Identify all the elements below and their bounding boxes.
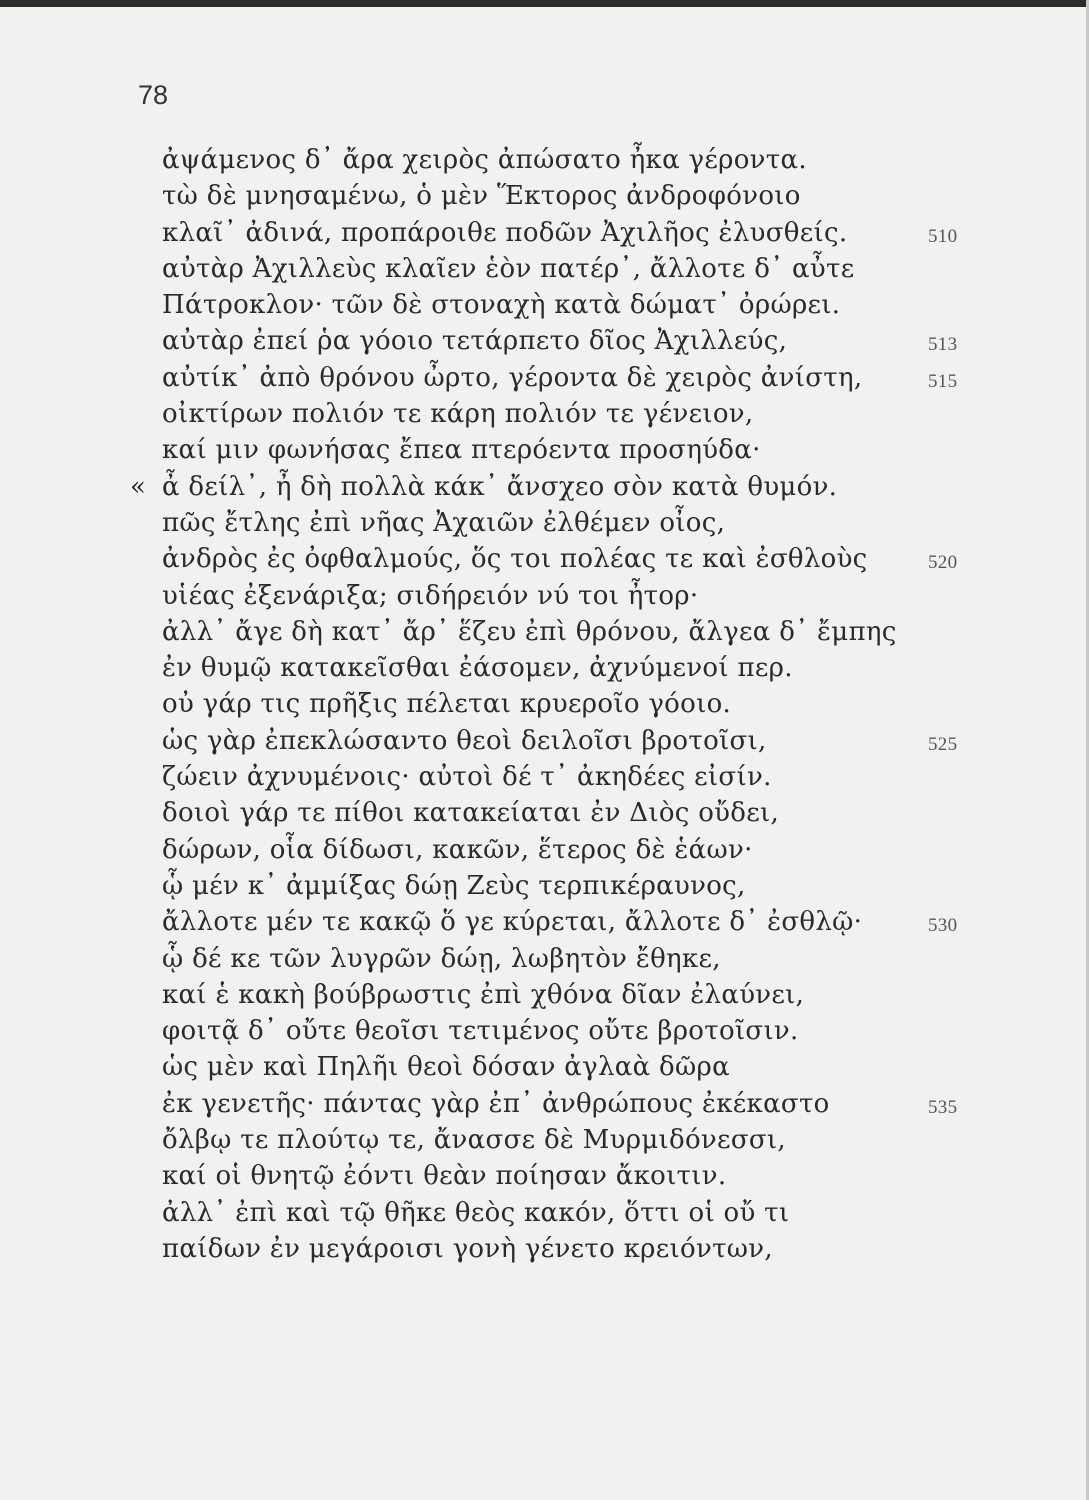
verse-text: τὼ δὲ μνησαμένω, ὁ μὲν Ἕκτορος ἀνδροφόνοιο xyxy=(162,181,801,212)
line-number: 520 xyxy=(928,552,958,574)
verse-text: πῶς ἔτλης ἐπὶ νῆας Ἀχαιῶν ἐλθέμεν οἶος, xyxy=(162,507,726,538)
verse-text: δοιοὶ γάρ τε πίθοι κατακείαται ἐν Διὸς οὔδει, xyxy=(162,798,780,829)
verse-text: ἄλλοτε μέν τε κακῷ ὅ γε κύρεται, ἄλλοτε δ᾽ ἐσθλῷ· xyxy=(162,907,863,938)
verse-text: ἀλλ᾽ ἄγε δὴ κατ᾽ ἄρ᾽ ἕζευ ἐπὶ θρόνου, ἄλγεα δ᾽ ἔμπης xyxy=(162,616,897,647)
verse-text: ἐκ γενετῆς· πάντας γὰρ ἐπ᾽ ἀνθρώπους ἐκέκαστο xyxy=(162,1088,830,1119)
verse-line xyxy=(140,396,1070,432)
verse-line xyxy=(140,1086,1070,1122)
verse-text: παίδων ἐν μεγάροισι γονὴ γένετο κρειόντων, xyxy=(162,1233,773,1264)
verse-line xyxy=(140,360,1070,396)
verse-line xyxy=(140,1158,1070,1194)
verse-line xyxy=(140,178,1070,214)
verse-line xyxy=(140,904,1070,940)
verse-line xyxy=(140,686,1070,722)
line-number: 515 xyxy=(928,370,958,392)
verse-line xyxy=(140,323,1070,359)
verse-text: ἀνδρὸς ἐς ὀφθαλμούς, ὅς τοι πολέας τε καὶ ἐσθλοὺς xyxy=(162,544,868,575)
line-number: 530 xyxy=(928,915,958,937)
verse-line xyxy=(140,215,1070,251)
verse-text: ὡς γὰρ ἐπεκλώσαντο θεοὶ δειλοῖσι βροτοῖσι, xyxy=(162,725,767,756)
verse-line xyxy=(130,469,1070,505)
verse-text: ἐν θυμῷ κατακεῖσθαι ἐάσομεν, ἀχνύμενοί περ. xyxy=(162,653,793,684)
verse-line xyxy=(140,1122,1070,1158)
verse-line xyxy=(140,832,1070,868)
page-number: 78 xyxy=(138,80,169,110)
verse-line xyxy=(140,650,1070,686)
verse-line xyxy=(140,142,1070,178)
verse-text: αὐτὰρ ἐπεί ῥα γόοιο τετάρπετο δῖος Ἀχιλλεύς, xyxy=(162,326,788,357)
verse-line xyxy=(140,614,1070,650)
verse-line xyxy=(140,759,1070,795)
verse-text: ᾧ δέ κε τῶν λυγρῶν δώῃ, λωβητὸν ἔθηκε, xyxy=(162,943,721,974)
line-number: 525 xyxy=(928,733,958,755)
verse-text: υἱέας ἐξενάριξα; σιδήρειόν νύ τοι ἦτορ· xyxy=(162,580,699,611)
verse-line xyxy=(140,723,1070,759)
verse-text: ἀλλ᾽ ἐπὶ καὶ τῷ θῆκε θεὸς κακόν, ὅττι οἱ οὔ τι xyxy=(162,1197,790,1228)
verse-text: ᾧ μέν κ᾽ ἀμμίξας δώῃ Ζεὺς τερπικέραυνος, xyxy=(162,870,746,901)
verse-text: ὄλβῳ τε πλούτῳ τε, ἄνασσε δὲ Μυρμιδόνεσσι, xyxy=(162,1125,786,1156)
verse-text: αὐτὰρ Ἀχιλλεὺς κλαῖεν ἑὸν πατέρ᾽, ἄλλοτε δ᾽ αὖτε xyxy=(162,253,855,284)
verse-text: ἆ δείλ᾽, ἦ δὴ πολλὰ κάκ᾽ ἄνσχεο σὸν κατὰ θυμόν. xyxy=(162,471,838,502)
line-number: 513 xyxy=(928,334,958,356)
verse-text: αὐτίκ᾽ ἀπὸ θρόνου ὦρτο, γέροντα δὲ χειρὸς ἀνίστη, xyxy=(162,362,863,393)
verse-line xyxy=(140,1013,1070,1049)
verse-line xyxy=(140,287,1070,323)
verse-text: καί οἱ θνητῷ ἐόντι θεὰν ποίησαν ἄκοιτιν. xyxy=(162,1161,727,1192)
verse-text: φοιτᾷ δ᾽ οὔτε θεοῖσι τετιμένος οὔτε βροτοῖσιν. xyxy=(162,1016,799,1047)
line-number: 510 xyxy=(928,225,958,247)
verse-text: ἀψάμενος δ᾽ ἄρα χειρὸς ἀπώσατο ἦκα γέροντα. xyxy=(162,145,807,175)
verse-text: ζώειν ἀχνυμένοις· αὐτοὶ δέ τ᾽ ἀκηδέες εἰσίν. xyxy=(162,762,772,793)
verse-line xyxy=(140,1049,1070,1085)
verse-block xyxy=(130,142,1070,1267)
verse-line xyxy=(140,977,1070,1013)
verse-text: καί μιν φωνήσας ἔπεα πτερόεντα προσηύδα· xyxy=(162,435,761,466)
verse-text: κλαῖ᾽ ἀδινά, προπάροιθε ποδῶν Ἀχιλῆος ἐλυσθείς. xyxy=(162,217,848,248)
verse-line xyxy=(140,1195,1070,1231)
verse-line xyxy=(140,505,1070,541)
opening-quote-mark: « xyxy=(130,471,147,502)
verse-text: Πάτροκλον· τῶν δὲ στοναχὴ κατὰ δώματ᾽ ὀρώρει. xyxy=(162,290,841,321)
verse-text: δώρων, οἷα δίδωσι, κακῶν, ἕτερος δὲ ἑάων· xyxy=(162,834,753,865)
verse-line xyxy=(140,795,1070,831)
verse-line xyxy=(140,432,1070,468)
verse-text: οὐ γάρ τις πρῆξις πέλεται κρυεροῖο γόοιο. xyxy=(162,689,732,720)
verse-text: οἰκτίρων πολιόν τε κάρη πολιόν τε γένειον, xyxy=(162,399,754,430)
verse-line xyxy=(140,541,1070,577)
verse-text: ὡς μὲν καὶ Πηλῆι θεοὶ δόσαν ἀγλαὰ δῶρα xyxy=(162,1052,730,1083)
top-border xyxy=(0,0,1089,7)
verse-line xyxy=(140,251,1070,287)
verse-line xyxy=(140,1231,1070,1267)
verse-line xyxy=(140,578,1070,614)
verse-line xyxy=(140,868,1070,904)
verse-line xyxy=(140,941,1070,977)
verse-text: καί ἑ κακὴ βούβρωστις ἐπὶ χθόνα δῖαν ἐλαύνει, xyxy=(162,979,805,1010)
line-number: 535 xyxy=(928,1096,958,1118)
